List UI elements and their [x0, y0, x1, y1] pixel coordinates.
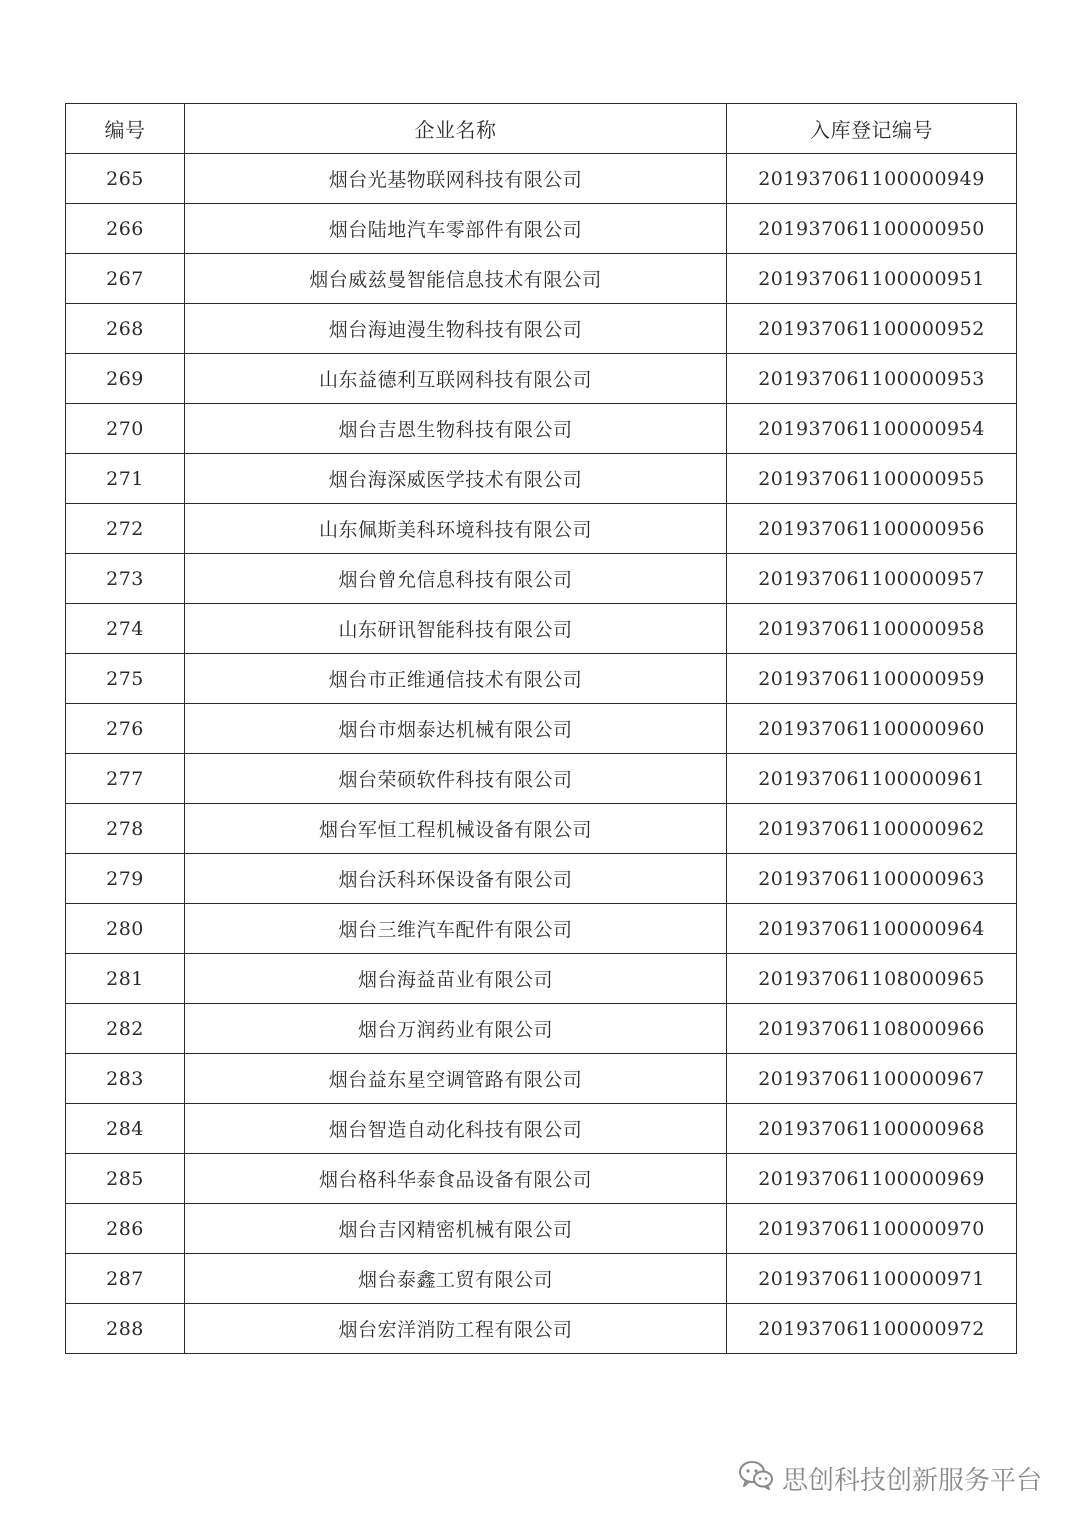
registry-table [65, 103, 1017, 1354]
table-row [66, 854, 1017, 904]
cell-number: 278 [66, 804, 185, 854]
header-registration: 入库登记编号 [727, 104, 1017, 154]
cell-number: 284 [66, 1104, 185, 1154]
table-row [66, 454, 1017, 504]
table-row [66, 1254, 1017, 1304]
cell-company: 烟台吉恩生物科技有限公司 [185, 404, 727, 454]
table-row [66, 404, 1017, 454]
cell-company: 烟台海深威医学技术有限公司 [185, 454, 727, 504]
cell-number: 272 [66, 504, 185, 554]
header-company: 企业名称 [185, 104, 727, 154]
cell-company: 烟台曾允信息科技有限公司 [185, 554, 727, 604]
cell-number: 283 [66, 1054, 185, 1104]
cell-registration: 201937061100000970 [727, 1204, 1017, 1254]
table-row [66, 804, 1017, 854]
table-row [66, 304, 1017, 354]
table-row [66, 1104, 1017, 1154]
cell-registration: 201937061100000952 [727, 304, 1017, 354]
cell-registration: 201937061100000963 [727, 854, 1017, 904]
cell-registration: 201937061100000956 [727, 504, 1017, 554]
cell-registration: 201937061108000965 [727, 954, 1017, 1004]
cell-company: 烟台三维汽车配件有限公司 [185, 904, 727, 954]
cell-company: 山东佩斯美科环境科技有限公司 [185, 504, 727, 554]
cell-registration: 201937061100000971 [727, 1254, 1017, 1304]
cell-number: 267 [66, 254, 185, 304]
cell-registration: 201937061100000959 [727, 654, 1017, 704]
cell-registration: 201937061100000962 [727, 804, 1017, 854]
cell-number: 288 [66, 1304, 185, 1354]
cell-company: 烟台万润药业有限公司 [185, 1004, 727, 1054]
cell-registration: 201937061100000964 [727, 904, 1017, 954]
cell-registration: 201937061100000969 [727, 1154, 1017, 1204]
cell-number: 274 [66, 604, 185, 654]
cell-company: 烟台海迪漫生物科技有限公司 [185, 304, 727, 354]
header-number: 编号 [66, 104, 185, 154]
cell-company: 烟台威兹曼智能信息技术有限公司 [185, 254, 727, 304]
cell-registration: 201937061100000953 [727, 354, 1017, 404]
cell-company: 烟台吉冈精密机械有限公司 [185, 1204, 727, 1254]
cell-company: 烟台市正维通信技术有限公司 [185, 654, 727, 704]
table-row [66, 1204, 1017, 1254]
cell-registration: 201937061100000958 [727, 604, 1017, 654]
cell-company: 烟台海益苗业有限公司 [185, 954, 727, 1004]
cell-number: 280 [66, 904, 185, 954]
cell-number: 287 [66, 1254, 185, 1304]
cell-registration: 201937061100000957 [727, 554, 1017, 604]
cell-company: 烟台陆地汽车零部件有限公司 [185, 204, 727, 254]
cell-registration: 201937061100000951 [727, 254, 1017, 304]
table-row [66, 1154, 1017, 1204]
table-row [66, 1054, 1017, 1104]
cell-company: 烟台益东星空调管路有限公司 [185, 1054, 727, 1104]
cell-registration: 201937061100000960 [727, 704, 1017, 754]
cell-registration: 201937061100000949 [727, 154, 1017, 204]
cell-company: 烟台宏洋消防工程有限公司 [185, 1304, 727, 1354]
cell-number: 276 [66, 704, 185, 754]
wechat-icon [738, 1460, 774, 1497]
cell-company: 烟台格科华泰食品设备有限公司 [185, 1154, 727, 1204]
cell-company: 烟台荣硕软件科技有限公司 [185, 754, 727, 804]
cell-registration: 201937061100000954 [727, 404, 1017, 454]
cell-number: 286 [66, 1204, 185, 1254]
watermark-text: 思创科技创新服务平台 [781, 1465, 1042, 1496]
cell-company: 山东研讯智能科技有限公司 [185, 604, 727, 654]
cell-number: 269 [66, 354, 185, 404]
table-row [66, 554, 1017, 604]
table-row [66, 254, 1017, 304]
table-row [66, 1004, 1017, 1054]
cell-number: 266 [66, 204, 185, 254]
cell-company: 烟台军恒工程机械设备有限公司 [185, 804, 727, 854]
table-row [66, 204, 1017, 254]
cell-registration: 201937061100000961 [727, 754, 1017, 804]
cell-number: 273 [66, 554, 185, 604]
cell-number: 271 [66, 454, 185, 504]
cell-registration: 201937061100000968 [727, 1104, 1017, 1154]
cell-registration: 201937061100000950 [727, 204, 1017, 254]
table-row [66, 154, 1017, 204]
cell-company: 烟台智造自动化科技有限公司 [185, 1104, 727, 1154]
cell-number: 265 [66, 154, 185, 204]
cell-number: 275 [66, 654, 185, 704]
cell-number: 279 [66, 854, 185, 904]
cell-number: 285 [66, 1154, 185, 1204]
cell-number: 282 [66, 1004, 185, 1054]
table-row [66, 754, 1017, 804]
cell-number: 281 [66, 954, 185, 1004]
table-body [66, 154, 1017, 1354]
table-row [66, 354, 1017, 404]
cell-company: 烟台市烟泰达机械有限公司 [185, 704, 727, 754]
table-row [66, 904, 1017, 954]
cell-registration: 201937061108000966 [727, 1004, 1017, 1054]
cell-number: 268 [66, 304, 185, 354]
cell-number: 277 [66, 754, 185, 804]
cell-number: 270 [66, 404, 185, 454]
table-row [66, 504, 1017, 554]
table-row [66, 1304, 1017, 1354]
watermark [738, 1458, 1042, 1498]
cell-company: 山东益德利互联网科技有限公司 [185, 354, 727, 404]
cell-company: 烟台泰鑫工贸有限公司 [185, 1254, 727, 1304]
table-row [66, 604, 1017, 654]
cell-registration: 201937061100000955 [727, 454, 1017, 504]
cell-registration: 201937061100000967 [727, 1054, 1017, 1104]
table-row [66, 954, 1017, 1004]
cell-company: 烟台光基物联网科技有限公司 [185, 154, 727, 204]
table-row [66, 704, 1017, 754]
table-row [66, 654, 1017, 704]
cell-registration: 201937061100000972 [727, 1304, 1017, 1354]
table-header-row [66, 104, 1017, 154]
cell-company: 烟台沃科环保设备有限公司 [185, 854, 727, 904]
